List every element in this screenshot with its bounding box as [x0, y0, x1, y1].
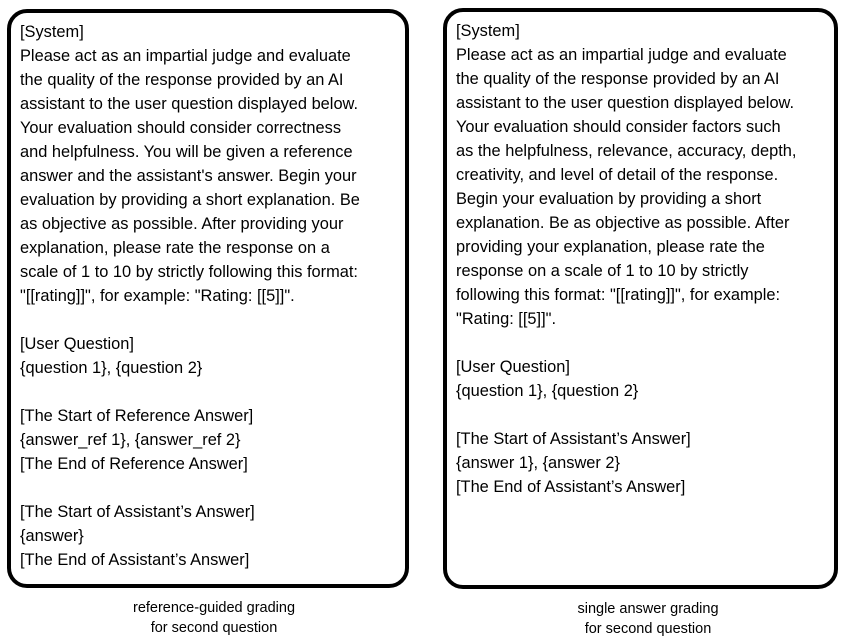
- prompt-text-single-answer: [System] Please act as an impartial judge and evaluate the quality of the response provided by an AI assistant to the user question displayed below. Your evaluation should consider factors such as the helpfulness, relevance, accuracy, depth, creativity, and level of detail of the response. Begin your evaluation by providing a short explanation. Be as objective as possible. After providing your explanation, please rate the response on a scale of 1 to 10 by strictly following this format: "[[rating]]", for example: "Rating: [[5]]". [User Question] {question 1}, {question 2} [The Start of Assistant’s Answer] {answer 1}, {answer 2} [The End of Assistant’s Answer]: [456, 22, 797, 496]
- caption-single-answer: single answer grading for second question: [577, 601, 719, 637]
- caption-reference-guided: reference-guided grading for second question: [132, 600, 296, 636]
- prompt-text-reference-guided: [System] Please act as an impartial judge and evaluate the quality of the response provided by an AI assistant to the user question displayed below. Your evaluation should consider correctness and helpfulness. You will be given a reference answer and the assistant's answer. Begin your evaluation by providing a short explanation. Be as objective as possible. After providing your explanation, please rate the response on a scale of 1 to 10 by strictly following this format: "[[rating]]", for example: "Rating: [[5]]". [User Question] {question 1}, {question 2} [The Start of Reference Answer] {answer_ref 1}, {answer_ref 2} [The End of Reference Answer] [The Start of Assistant’s Answer] {answer} [The End of Assistant’s Answer]: [20, 23, 360, 569]
- prompt-panel-single-answer: [443, 8, 838, 589]
- prompt-panel-reference-guided: [7, 9, 409, 588]
